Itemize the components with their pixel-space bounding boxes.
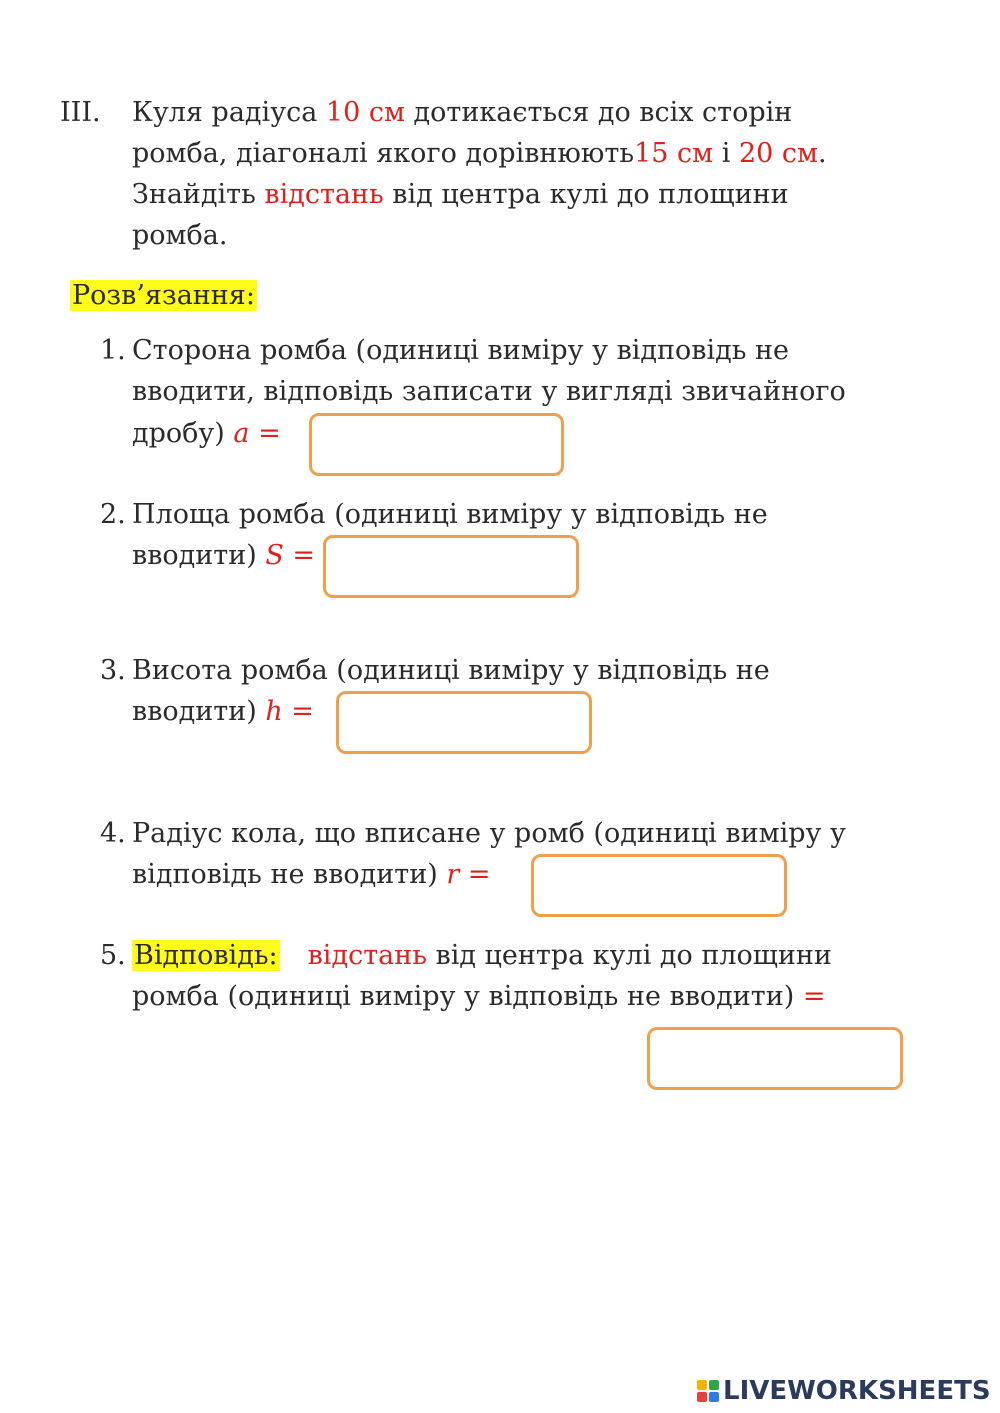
var-r: r: [446, 859, 460, 890]
problem-line-4: ромба.: [132, 220, 228, 251]
step-5-number: 5.: [100, 940, 126, 971]
step-1-line-2: вводити, відповідь записати у вигляді звичайного: [132, 376, 846, 407]
step-1-number: 1.: [100, 335, 126, 366]
logo-grid-icon: [697, 1380, 719, 1402]
var-s: S: [265, 540, 284, 571]
logo-text: LIVEWORKSHEETS: [723, 1376, 991, 1406]
distance-input[interactable]: [650, 1030, 900, 1087]
side-input[interactable]: [312, 416, 561, 473]
distance-word: відстань: [264, 179, 384, 210]
step-3-line-1: Висота ромба (одиниці виміру у відповідь не: [132, 655, 770, 686]
height-input[interactable]: [339, 694, 589, 751]
solution-heading: Розв’язання:: [72, 280, 255, 311]
problem-line-1: Куля радіуса 10 см дотикається до всіх сторін: [132, 97, 793, 128]
step-4-number: 4.: [100, 818, 126, 849]
step-2-number: 2.: [100, 499, 126, 530]
inradius-input[interactable]: [534, 857, 784, 914]
step-5-line-2: ромба (одиниці виміру у відповідь не вводити) =: [132, 981, 826, 1012]
answer-box-side[interactable]: [309, 413, 564, 476]
step-1-line-3: дробу) a =: [132, 418, 281, 449]
problem-line-2: ромба, діагоналі якого дорівнюють15 см і 20 см.: [132, 138, 827, 169]
step-5-line-1: Відповідь: відстань від центра кулі до площини: [134, 940, 832, 971]
step-2-line-2: вводити) S =: [132, 540, 316, 571]
problem-number: III.: [60, 97, 101, 128]
answer-box-distance[interactable]: [647, 1027, 903, 1090]
answer-box-area[interactable]: [323, 535, 579, 598]
step-4-line-1: Радіус кола, що вписане у ромб (одиниці виміру у: [132, 818, 846, 849]
radius-value: 10 см: [325, 97, 405, 128]
diagonal-1-value: 15 см: [634, 138, 714, 169]
area-input[interactable]: [326, 538, 576, 595]
answer-label: Відповідь:: [134, 940, 278, 971]
var-h: h: [265, 696, 283, 727]
answer-box-height[interactable]: [336, 691, 592, 754]
diagonal-2-value: 20 см: [738, 138, 819, 169]
answer-distance-word: відстань: [307, 940, 427, 971]
step-1-line-1: Сторона ромба (одиниці виміру у відповідь не: [132, 335, 790, 366]
problem-line-3: Знайдіть відстань від центра кулі до площини: [132, 179, 789, 210]
answer-box-inradius[interactable]: [531, 854, 787, 917]
liveworksheets-logo: [697, 1376, 991, 1406]
var-a: a: [233, 418, 250, 449]
step-2-line-1: Площа ромба (одиниці виміру у відповідь не: [132, 499, 768, 530]
step-3-line-2: вводити) h =: [132, 696, 314, 727]
step-3-number: 3.: [100, 655, 126, 686]
step-4-line-2: відповідь не вводити) r =: [132, 859, 491, 890]
